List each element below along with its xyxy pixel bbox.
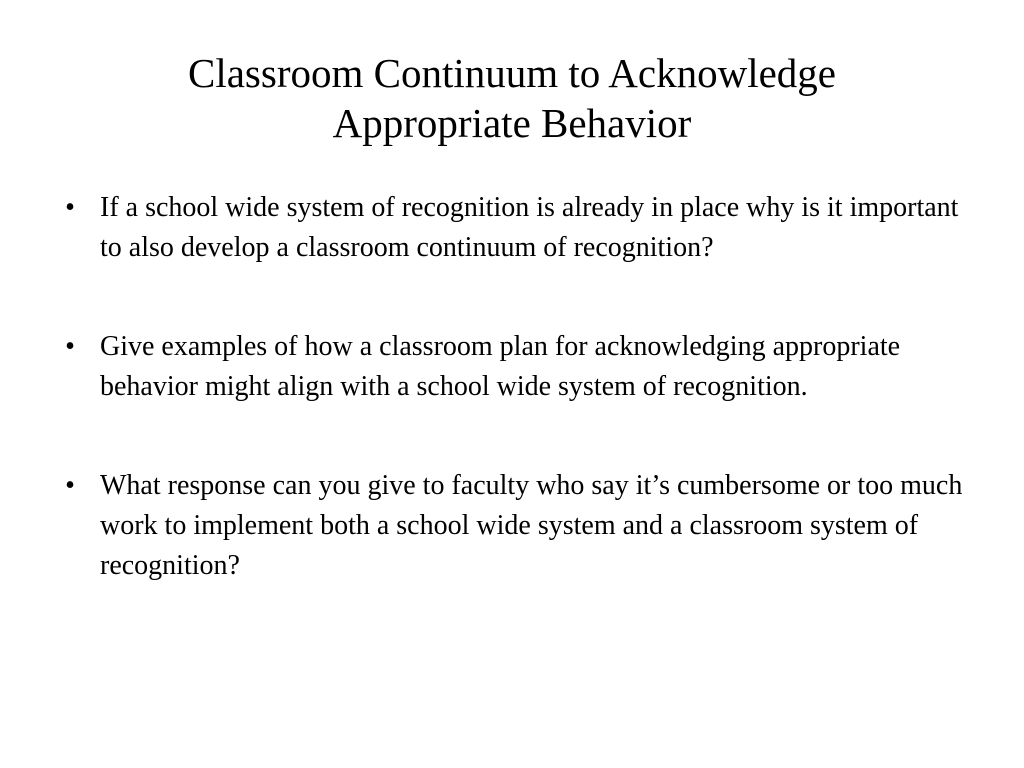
bullet-text: Give examples of how a classroom plan for acknowledging appropriate behavior might align with a school wide system of recognition. [100,331,901,402]
bullet-list [60,188,970,586]
bullet-icon: • [65,192,75,223]
bullet-text: What response can you give to faculty who say it’s cumbersome or too much work to implement both a school wide system and a classroom system of recognition? [100,470,963,581]
bullet-icon: • [65,470,75,501]
bullet-item [60,466,970,586]
bullet-item [60,188,970,268]
slide-title: Classroom Continuum to Acknowledge Appropriate Behavior [188,50,836,146]
bullet-text: If a school wide system of recognition is already in place why is it important to also develop a classroom continuum of recognition? [100,192,959,263]
bullet-icon: • [65,331,75,362]
bullet-item [60,327,970,407]
